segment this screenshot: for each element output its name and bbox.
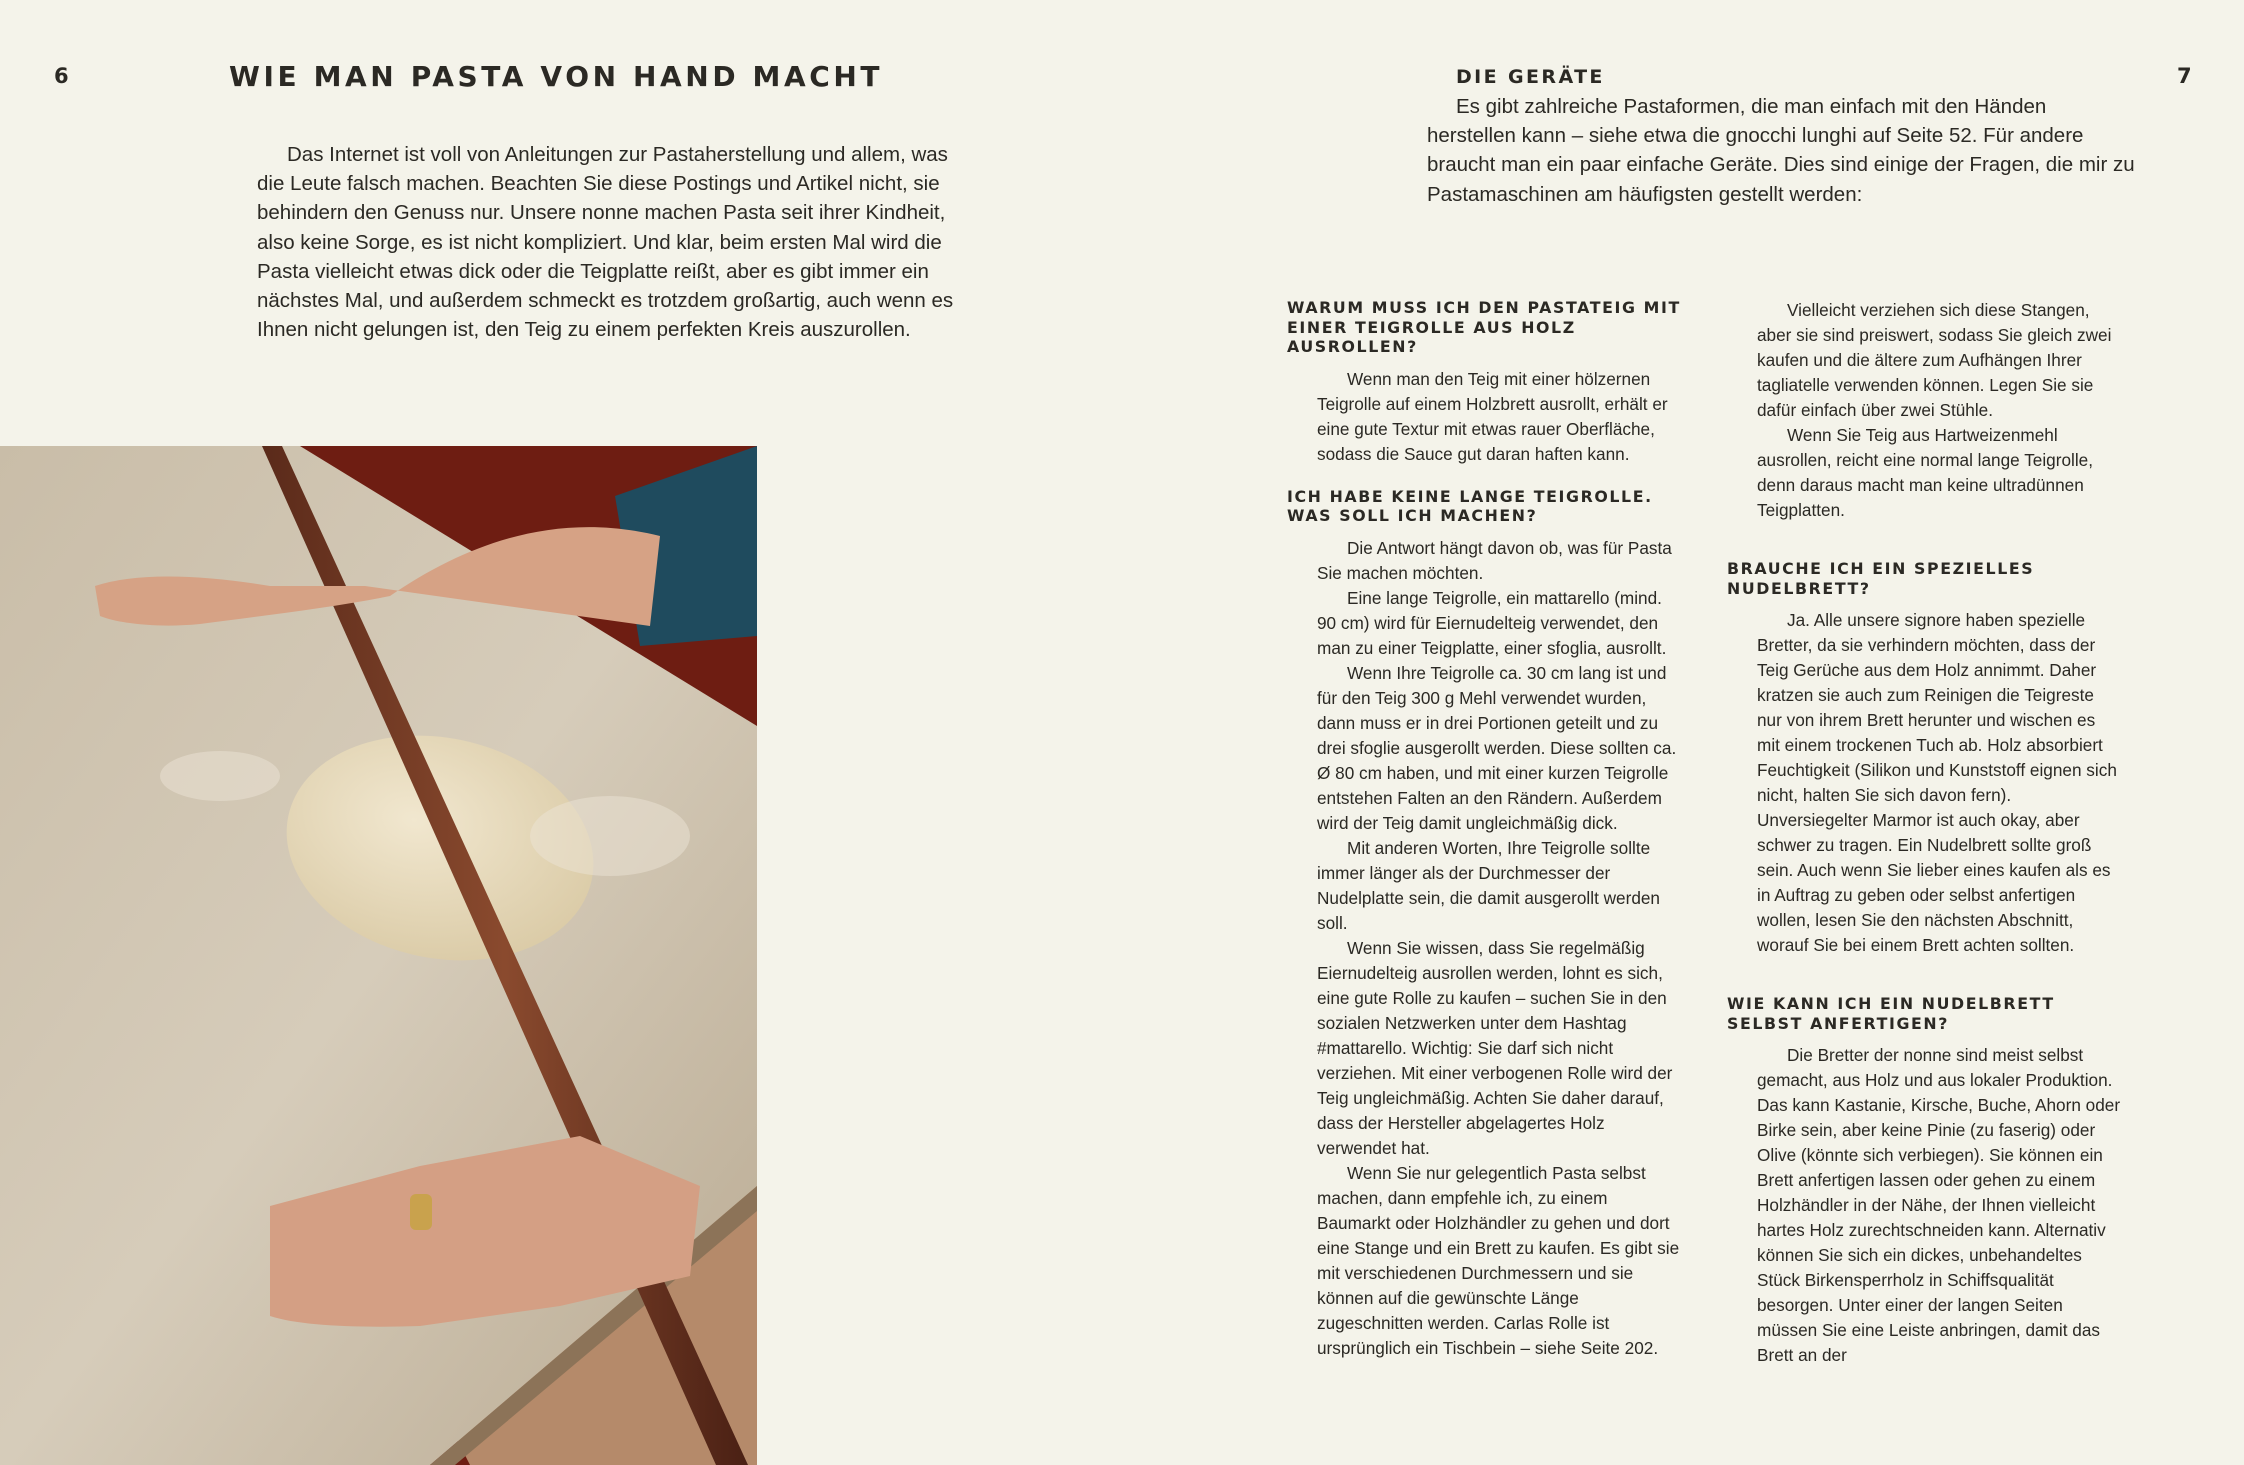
answer-paragraph: Die Bretter der nonne sind meist selbst gemacht, aus Holz und aus lokaler Produktion. Das kann Kastanie, Kirsche, Buche, Ahorn oder Birke sein, aber keine Pinie (zu faserig) oder Olive (könnte sich verbiegen). Sie können ein Brett anfertigen lassen oder gehen zu einem Holzhändler in der Nähe, der Ihnen vielleicht hartes Holz zurechtschneiden kann. Alternativ können Sie sich ein dickes, unbehandeltes Stück Birkensperrholz in Schiffsqualität besorgen. Unter einer der langen Seiten müssen Sie eine Leiste anbringen, damit das Brett an der	[1757, 1045, 2121, 1365]
page-title: WIE MAN PASTA VON HAND MACHT	[229, 60, 884, 93]
flour-dust	[530, 796, 690, 876]
gold-ring	[410, 1194, 432, 1230]
pasta-photo	[0, 446, 757, 1465]
question-heading: BRAUCHE ICH EIN SPEZIELLES NUDELBRETT?	[1727, 559, 2035, 598]
answer-paragraph: Wenn Sie wissen, dass Sie regelmäßig Eiernudelteig ausrollen werden, lohnt es sich, eine gute Rolle zu kaufen – suchen Sie in den sozialen Netzwerken unter dem Hashtag #mattarello. Wichtig: Sie darf sich nicht verziehen. Mit einer verbogenen Rolle wird der Teig ungleichmäßig. Achten Sie daher darauf, dass der Hersteller abgelagertes Holz verwendet hat.	[1317, 937, 1673, 1158]
faq-column-right	[1727, 298, 2122, 1388]
answer-paragraph: Vielleicht verziehen sich diese Stangen, aber sie sind preiswert, sodass Sie gleich zwei kaufen und die ältere zum Aufhängen Ihrer tagliatelle verwenden können. Legen Sie sie dafür einfach über zwei Stühle.	[1757, 300, 2112, 420]
section-intro: Es gibt zahlreiche Pastaformen, die man einfach mit den Händen herstellen kann – siehe etwa die gnocchi lunghi auf Seite 52. Für andere braucht man ein paar einfache Geräte. Dies sind einige der Fragen, die mir zu Pastamaschinen am häufigsten gestellt werden:	[1427, 95, 2135, 206]
left-page-number: 6	[54, 64, 70, 88]
answer-text	[1317, 536, 1682, 1361]
answer-paragraph: Die Antwort hängt davon ob, was für Pasta Sie machen möchten.	[1317, 537, 1672, 583]
answer-paragraph: Mit anderen Worten, Ihre Teigrolle sollte immer länger als der Durchmesser der Nudelplatte sein, die damit ausgerollt werden soll.	[1317, 837, 1660, 933]
section-heading: DIE GERÄTE	[1456, 66, 1605, 88]
answer-paragraph: Wenn man den Teig mit einer hölzernen Teigrolle auf einem Holzbrett ausrollt, erhält er eine gute Textur mit etwas rauer Oberfläche, sodass die Sauce gut daran haften kann.	[1317, 368, 1668, 464]
answer-paragraph: Wenn Sie Teig aus Hartweizenmehl ausrollen, reicht eine normal lange Teigrolle, denn daraus macht man keine ultradünnen Teigplatten.	[1757, 425, 2093, 520]
faq-column-left	[1287, 298, 1682, 1381]
question-heading: WARUM MUSS ICH DEN PASTATEIG MIT EINER TEIGROLLE AUS HOLZ AUSROLLEN?	[1287, 298, 1681, 356]
answer-paragraph: Ja. Alle unsere signore haben spezielle Bretter, da sie verhindern möchten, dass der Teig Gerüche aus dem Holz annimmt. Daher kratzen sie auch zum Reinigen die Teigreste nur von ihrem Brett herunter und wischen es mit einem trockenen Tuch ab. Holz absorbiert Feuchtigkeit (Silikon und Kunststoff eignen sich nicht, halten Sie sich davon fern). Unversiegelter Marmor ist auch okay, aber schwer zu tragen. Ein Nudelbrett sollte groß sein. Auch wenn Sie lieber eines kaufen als es in Auftrag zu geben oder selbst anfertigen wollen, lesen Sie den nächsten Abschnitt, worauf Sie bei einem Brett achten sollten.	[1757, 610, 2117, 955]
question-heading: ICH HABE KEINE LANGE TEIGROLLE. WAS SOLL ICH MACHEN?	[1287, 486, 1653, 525]
answer-text	[1757, 298, 2122, 523]
right-page-number: 7	[2177, 64, 2193, 88]
answer-paragraph: Eine lange Teigrolle, ein mattarello (mind. 90 cm) wird für Eiernudelteig verwendet, den man zu einer Teigplatte, einer sfoglia, ausrollt.	[1317, 587, 1667, 658]
answer-paragraph: Wenn Sie nur gelegentlich Pasta selbst machen, dann empfehle ich, zu einem Baumarkt oder Holzhändler zu gehen und dort eine Stange und ein Brett zu kaufen. Es gibt sie mit verschiedenen Durchmessern und sie können auf die gewünschte Länge zugeschnitten werden. Carlas Rolle ist ursprünglich ein Tischbein – siehe Seite 202.	[1317, 1162, 1680, 1358]
answer-paragraph: Wenn Ihre Teigrolle ca. 30 cm lang ist und für den Teig 300 g Mehl verwendet wurden, dann muss er in drei Portionen geteilt und zu drei sfoglie ausgerollt werden. Diese sollten ca. Ø 80 cm haben, und mit einer kurzen Teigrolle entstehen Falten an den Rändern. Außerdem wird der Teig damit ungleichmäßig dick.	[1317, 662, 1677, 833]
answer-text	[1317, 367, 1682, 467]
flour-dust	[160, 751, 280, 801]
question-heading: WIE KANN ICH EIN NUDELBRETT SELBST ANFERTIGEN?	[1727, 994, 2055, 1033]
answer-text	[1757, 1043, 2122, 1368]
answer-text	[1757, 608, 2122, 958]
intro-paragraph: Das Internet ist voll von Anleitungen zur Pastaherstellung und allem, was die Leute falsch machen. Beachten Sie diese Postings und Artikel nicht, sie behindern den Genuss nur. Unsere nonne machen Pasta seit ihrer Kindheit, also keine Sorge, es ist nicht kompliziert. Und klar, beim ersten Mal wird die Pasta vielleicht etwas dick oder die Teigplatte reißt, aber es gibt immer ein nächstes Mal, und außerdem schmeckt es trotzdem großartig, auch wenn es Ihnen nicht gelungen ist, den Teig zu einem perfekten Kreis auszurollen.	[257, 143, 954, 342]
